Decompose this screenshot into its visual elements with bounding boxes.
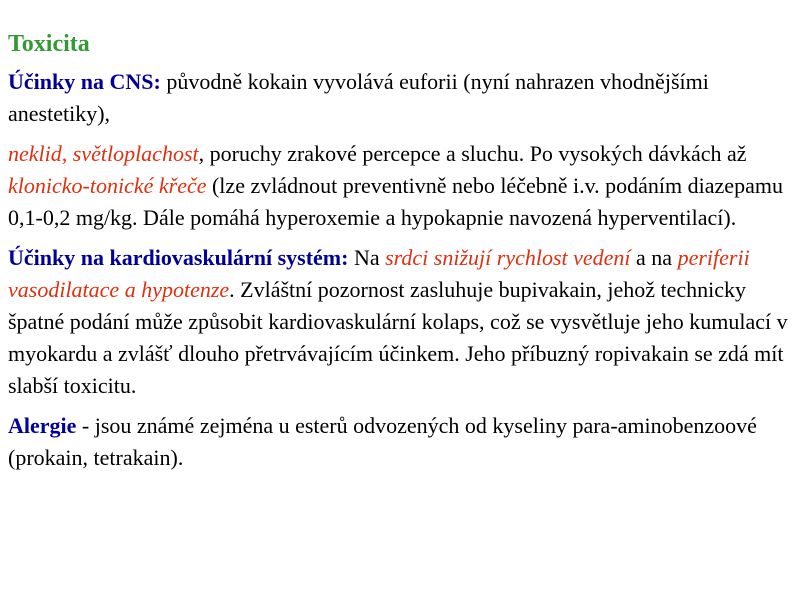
paragraph-allergy — [8, 410, 792, 474]
cardio-heart-highlight: srdci snižují rychlost vedení — [385, 245, 631, 270]
slide-content — [8, 28, 792, 482]
cardio-text-1: Na — [348, 245, 386, 270]
paragraph-cns — [8, 66, 792, 130]
cns-treatment-text: (lze zvládnout preventivně nebo léčebně i.v. podáním diazepamu 0,1-0,2 mg/kg. Dále pomáhá hyperoxemie a hypokapnie navozená hyperventilací). — [8, 173, 783, 230]
allergy-text: - jsou známé zejména u esterů odvozených od kyseliny para-aminobenzoové (prokain, tetrakain). — [8, 413, 757, 470]
cardio-text-3: . Zvláštní pozornost zasluhuje bupivakain, jehož technicky špatné podání může způsobit kardiovaskulární kolaps, což se vysvětluje jeho kumulací v myokardu a zvlášť dlouho přetrvávajícím účinkem. Jeho příbuzný ropivakain se zdá mít slabší toxicitu. — [8, 277, 788, 398]
seizures-highlight: klonicko-tonické křeče — [8, 173, 207, 198]
paragraph-cardio — [8, 242, 792, 402]
cardio-periphery-highlight: periferii vasodilatace a hypotenze — [8, 245, 750, 302]
slide-title: Toxicita — [8, 31, 90, 57]
cns-symptoms-highlight: neklid, světloplachost — [8, 141, 199, 166]
cardio-heading: Účinky na kardiovaskulární systém: — [8, 245, 349, 270]
cns-symptoms-text: , poruchy zrakové percepce a sluchu. Po vysokých dávkách až — [198, 141, 747, 166]
cns-heading: Účinky na CNS: — [8, 69, 161, 94]
allergy-heading: Alergie — [8, 413, 77, 438]
paragraph-cns-symptoms — [8, 138, 792, 234]
cns-text: původně kokain vyvolává euforii (nyní nahrazen vhodnějšími anestetiky), — [8, 69, 709, 126]
cardio-text-2: a na — [630, 245, 678, 270]
